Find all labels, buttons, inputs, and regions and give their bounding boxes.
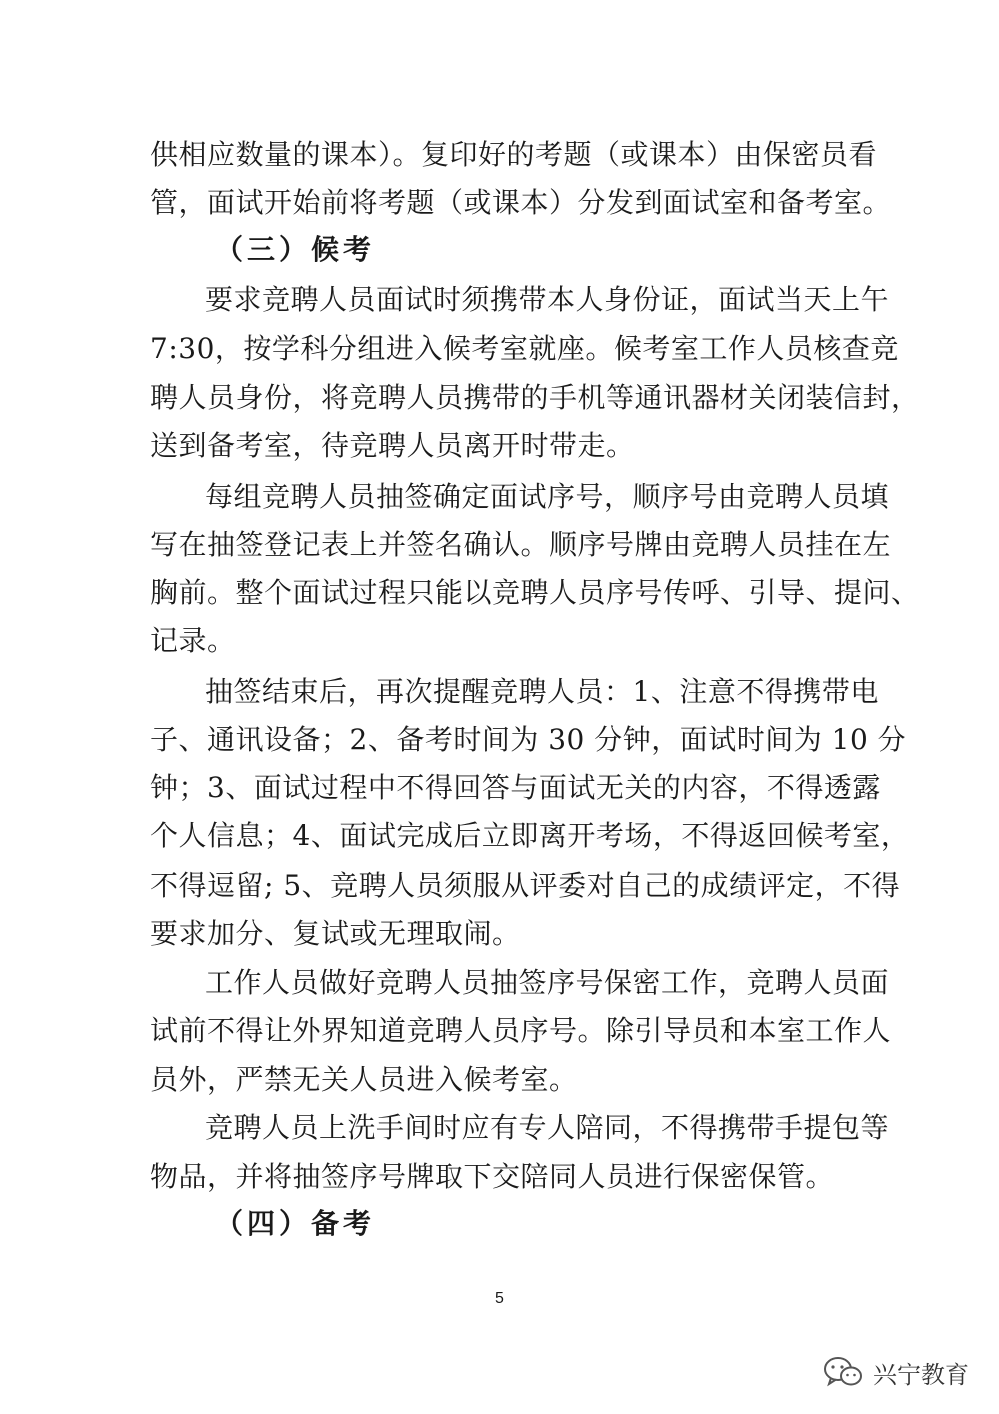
section-heading: （四）备考: [215, 1207, 376, 1240]
section-heading: （三）候考: [215, 233, 376, 266]
text-line: 记录。: [150, 624, 236, 657]
text-line: 竞聘人员上洗手间时应有专人陪同，不得携带手提包等: [205, 1111, 890, 1144]
text-line: 员外，严禁无关人员进入候考室。: [150, 1063, 578, 1096]
text-line: 抽签结束后，再次提醒竞聘人员：1、注意不得携带电: [205, 675, 879, 708]
watermark: [823, 1352, 969, 1392]
text-line: 7:30，按学科分组进入候考室就座。候考室工作人员核查竞: [150, 332, 899, 365]
page-number: 5: [495, 1290, 504, 1307]
text-line: 钟；3、面试过程中不得回答与面试无关的内容，不得透露: [150, 771, 881, 804]
text-line: 写在抽签登记表上并签名确认。顺序号牌由竞聘人员挂在左: [150, 528, 892, 561]
text-line: 试前不得让外界知道竞聘人员序号。除引导员和本室工作人: [150, 1014, 892, 1047]
text-line: 要求竞聘人员面试时须携带本人身份证，面试当天上午: [205, 283, 890, 316]
text-line: 物品，并将抽签序号牌取下交陪同人员进行保密保管。: [150, 1160, 835, 1193]
text-line: 要求加分、复试或无理取闹。: [150, 917, 521, 950]
text-line: 送到备考室，待竞聘人员离开时带走。: [150, 429, 635, 462]
text-line: 子、通讯设备；2、备考时间为 30 分钟，面试时间为 10 分: [150, 723, 907, 756]
text-line: 每组竞聘人员抽签确定面试序号，顺序号由竞聘人员填: [205, 480, 890, 513]
wechat-icon: [823, 1355, 863, 1389]
text-line: 供相应数量的课本）。复印好的考题（或课本）由保密员看: [150, 138, 878, 171]
text-line: 胸前。整个面试过程只能以竞聘人员序号传呼、引导、提问、: [150, 576, 920, 609]
text-line: 工作人员做好竞聘人员抽签序号保密工作，竞聘人员面: [205, 966, 890, 999]
watermark-text: 兴宁教育: [873, 1360, 969, 1389]
text-line: 不得逗留; 5、竞聘人员须服从评委对自己的成绩评定，不得: [150, 869, 901, 902]
text-line: 聘人员身份，将竞聘人员携带的手机等通讯器材关闭装信封，: [150, 381, 920, 414]
text-line: 管，面试开始前将考题（或课本）分发到面试室和备考室。: [150, 186, 892, 219]
text-line: 个人信息；4、面试完成后立即离开考场，不得返回候考室，: [150, 819, 910, 852]
